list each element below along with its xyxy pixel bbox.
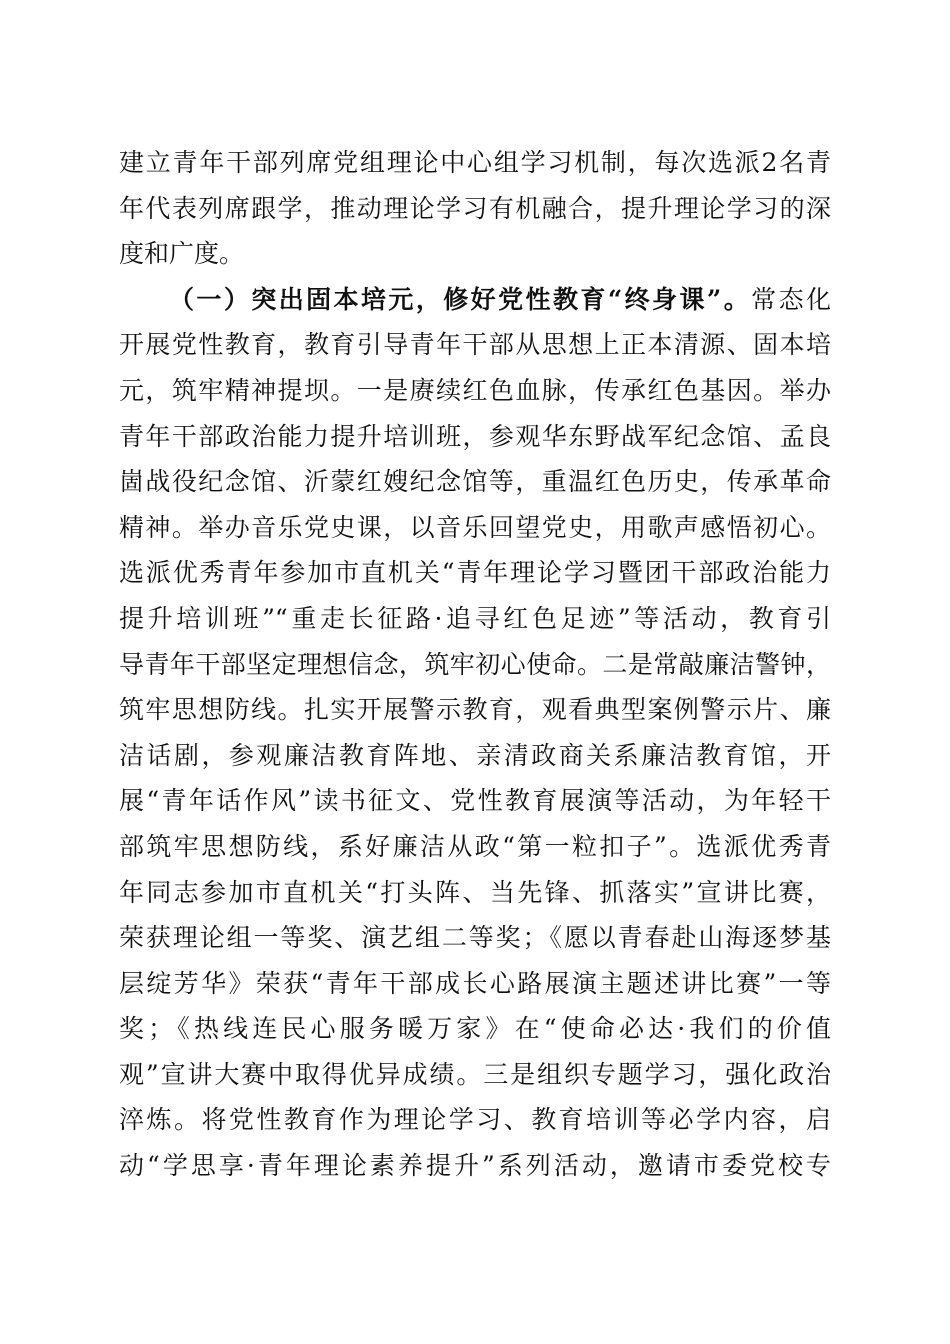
paragraph-1 <box>119 140 831 277</box>
text-line: 淬炼。将党性教育作为理论学习、教育培训等必学内容，启 <box>119 1105 831 1135</box>
heading-line-rest: 常态化 <box>751 284 831 314</box>
heading-line <box>119 277 831 323</box>
text-line: 开展党性教育，教育引导青年干部从思想上正本清源、固本培 <box>119 330 831 360</box>
text-line: 提升培训班”“重走长征路·追寻红色足迹”等活动，教育引 <box>119 603 831 633</box>
text-line: 层绽芳华》荣获“青年干部成长心路展演主题述讲比赛”一等 <box>119 968 831 998</box>
text-line: 年代表列席跟学，推动理论学习有机融合，提升理论学习的深 <box>119 193 831 223</box>
text-line: 元，筑牢精神提坝。一是赓续红色血脉，传承红色基因。举办 <box>119 375 831 405</box>
text-line: 选派优秀青年参加市直机关“青年理论学习暨团干部政治能力 <box>119 558 831 588</box>
text-line: 青年干部政治能力提升培训班，参观华东野战军纪念馆、孟良 <box>119 421 831 451</box>
text-line: 荣获理论组一等奖、演艺组二等奖；《愿以青春赴山海逐梦基 <box>119 923 831 953</box>
text-line: 度和广度。 <box>119 239 245 269</box>
text-line: 洁话剧，参观廉洁教育阵地、亲清政商关系廉洁教育馆，开 <box>119 740 831 770</box>
text-line: 年同志参加市直机关“打头阵、当先锋、抓落实”宣讲比赛， <box>119 877 831 907</box>
text-line: 展“青年话作风”读书征文、党性教育展演等活动，为年轻干 <box>119 786 831 816</box>
text-line: 筑牢思想防线。扎实开展警示教育，观看典型案例警示片、廉 <box>119 695 831 725</box>
text-line: 动“学思享·青年理论素养提升”系列活动，邀请市委党校专 <box>119 1151 831 1181</box>
text-line: 建立青年干部列席党组理论中心组学习机制，每次选派2名青 <box>119 148 831 177</box>
paragraph-2 <box>119 277 831 1189</box>
text-line: 部筑牢思想防线，系好廉洁从政“第一粒扣子”。选派优秀青 <box>119 831 831 861</box>
text-line: 导青年干部坚定理想信念，筑牢初心使命。二是常敲廉洁警钟， <box>119 649 831 679</box>
text-line: 观”宣讲大赛中取得优异成绩。三是组织专题学习，强化政治 <box>119 1059 831 1089</box>
text-line: 崮战役纪念馆、沂蒙红嫂纪念馆等，重温红色历史，传承革命 <box>119 467 831 497</box>
body-text <box>119 140 831 1189</box>
text-line: 精神。举办音乐党史课，以音乐回望党史，用歌声感悟初心。 <box>119 512 831 542</box>
text-line: 奖；《热线连民心服务暖万家》在“使命必达·我们的价值 <box>119 1014 831 1044</box>
section-heading: （一）突出固本培元，修好党性教育“终身课”。 <box>169 284 752 314</box>
